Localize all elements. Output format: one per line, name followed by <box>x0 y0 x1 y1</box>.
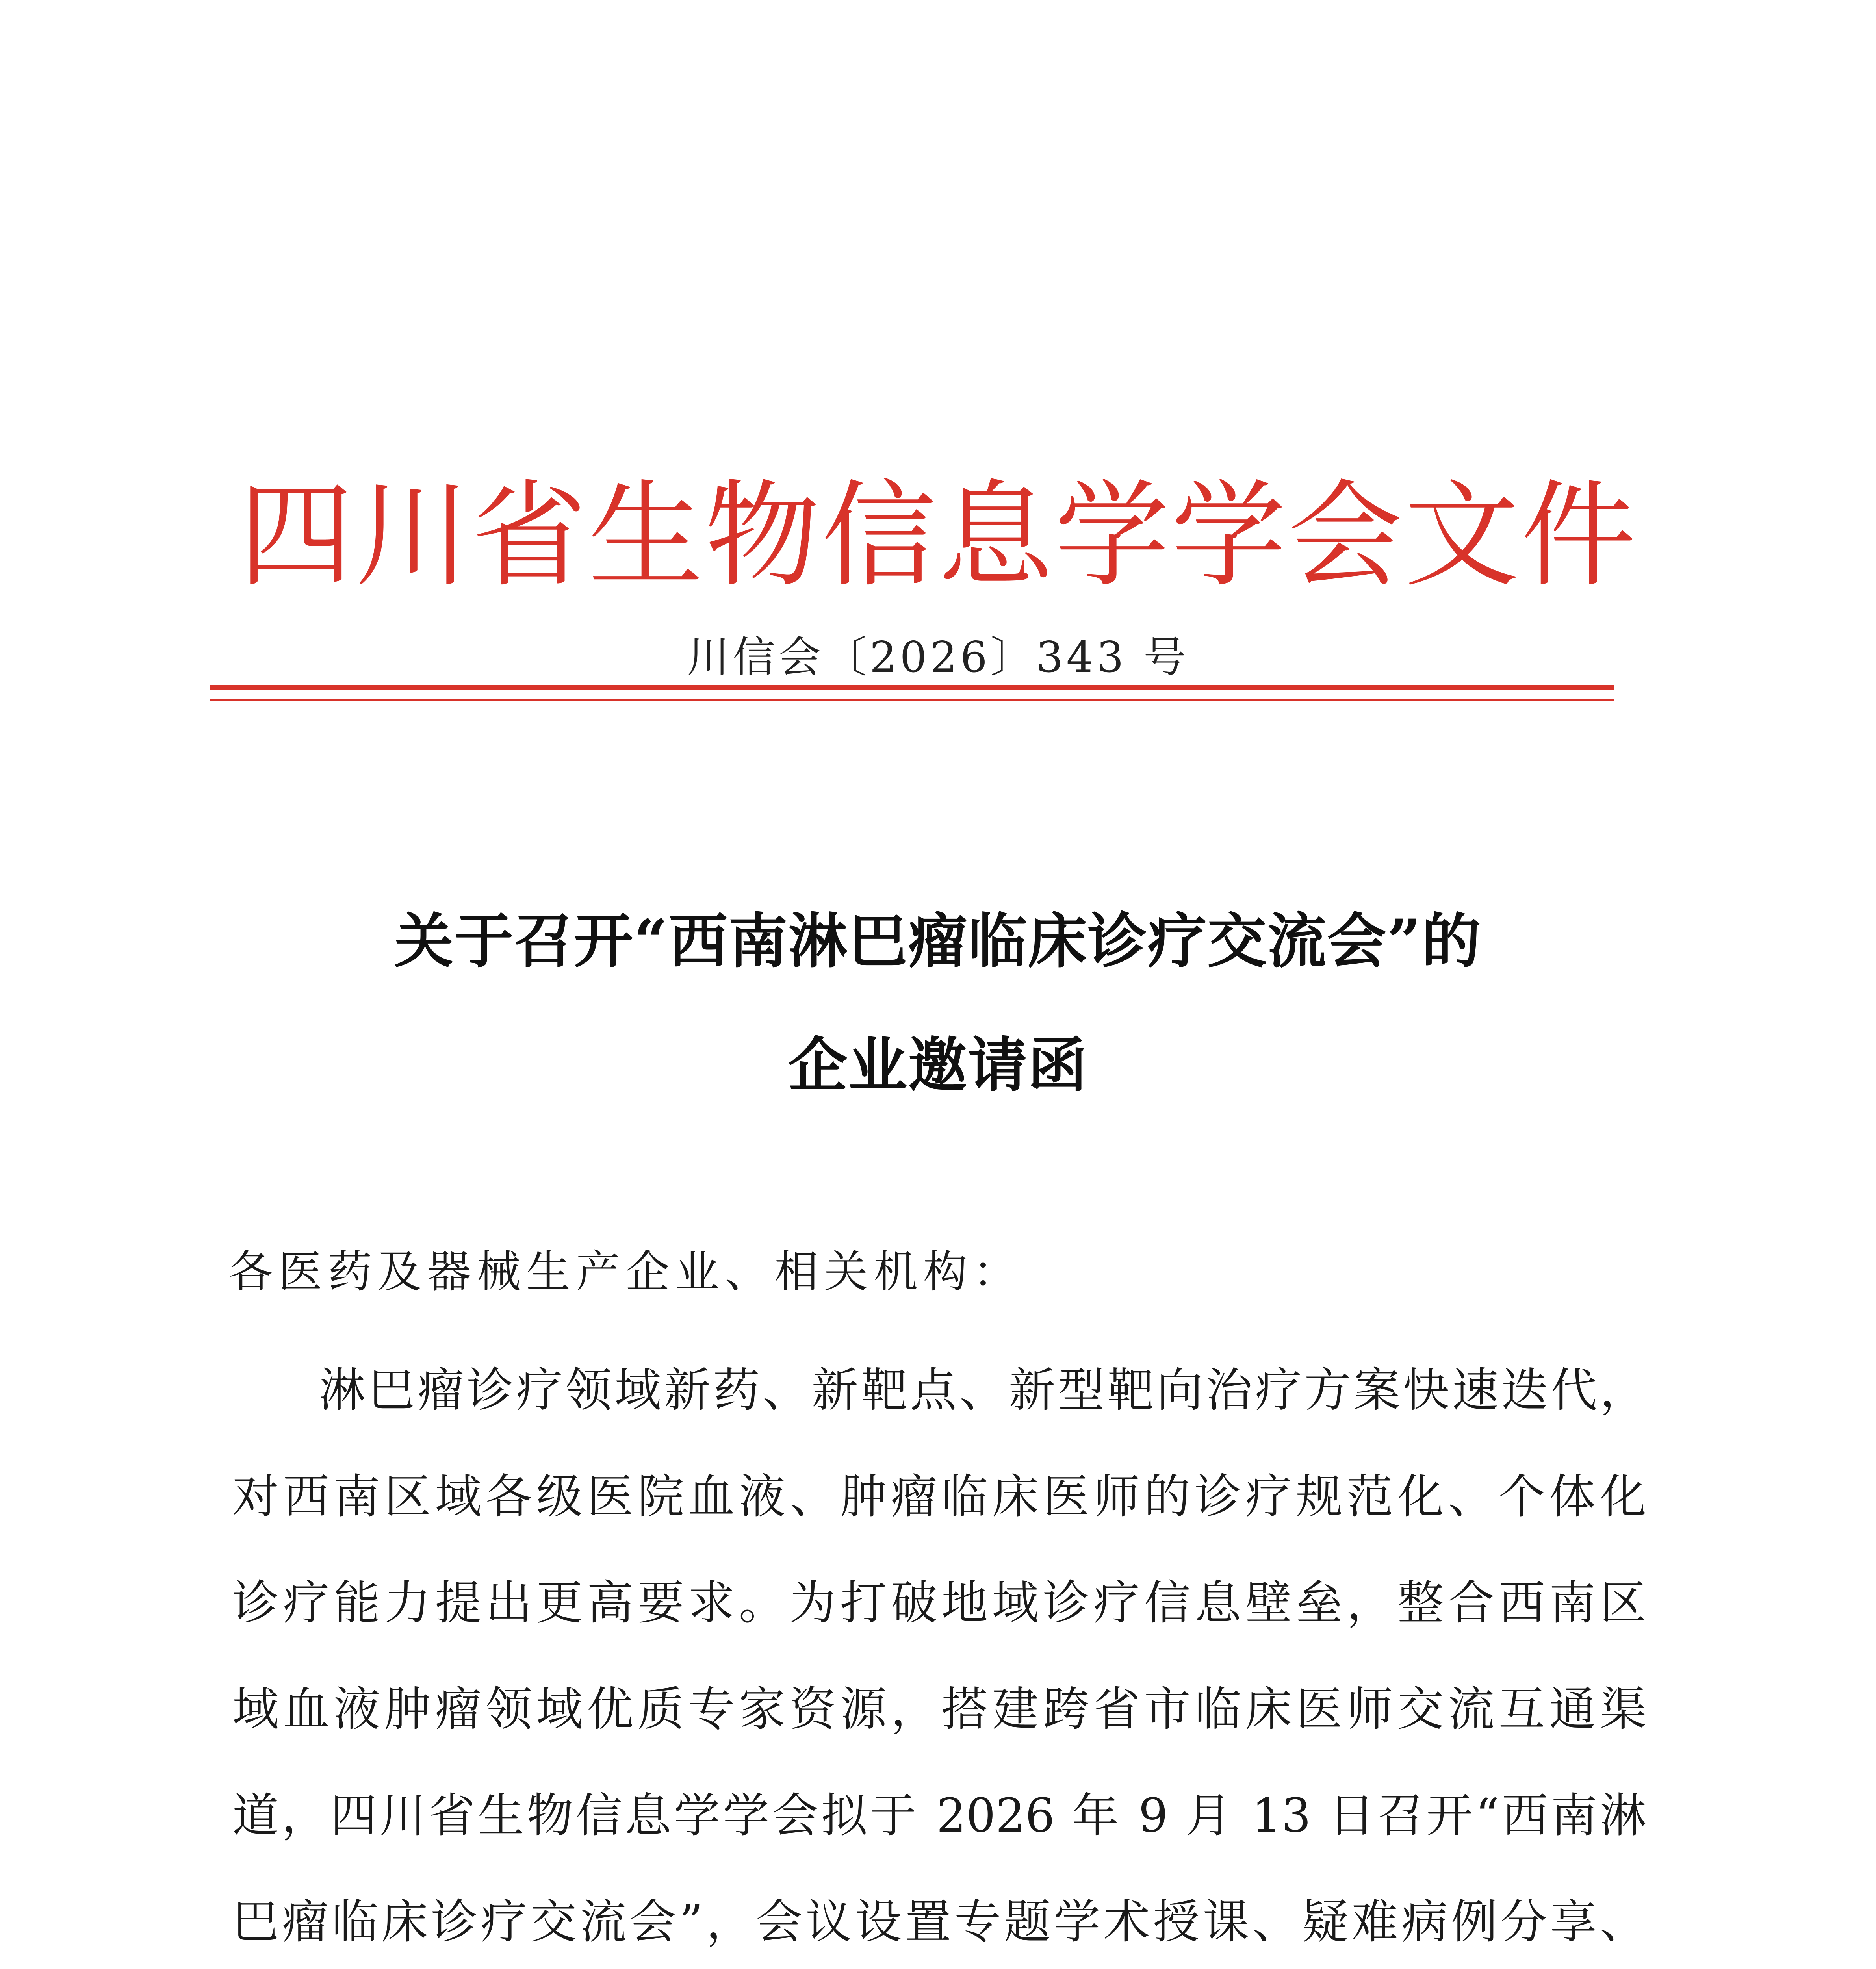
body-line: 诊疗能力提出更高要求。为打破地域诊疗信息壁垒，整合西南区 <box>232 1576 1646 1630</box>
body-line: 巴瘤临床诊疗交流会”，会议设置专题学术授课、疑难病例分享、 <box>232 1895 1646 1949</box>
body-line: 道，四川省生物信息学学会拟于 2026 年 9 月 13 日召开“西南淋 <box>232 1788 1646 1843</box>
salutation: 各医药及器械生产企业、相关机构： <box>228 1246 1022 1298</box>
header-red-rule-thick <box>210 685 1614 690</box>
document-subject-line-2: 企业邀请函 <box>788 1031 1088 1100</box>
document-subject-line-1: 关于召开“西南淋巴瘤临床诊疗交流会”的 <box>394 907 1482 976</box>
header-red-rule-thin <box>210 699 1614 701</box>
body-line: 淋巴瘤诊疗领域新药、新靶点、新型靶向治疗方案快速迭代， <box>319 1363 1646 1417</box>
body-line: 对西南区域各级医院血液、肿瘤临床医师的诊疗规范化、个体化 <box>232 1469 1646 1524</box>
issuing-organization-title: 四川省生物信息学学会文件 <box>238 469 1638 603</box>
document-number: 川信会〔2026〕343 号 <box>687 633 1189 682</box>
body-line: 域血液肿瘤领域优质专家资源，搭建跨省市临床医师交流互通渠 <box>232 1682 1646 1736</box>
